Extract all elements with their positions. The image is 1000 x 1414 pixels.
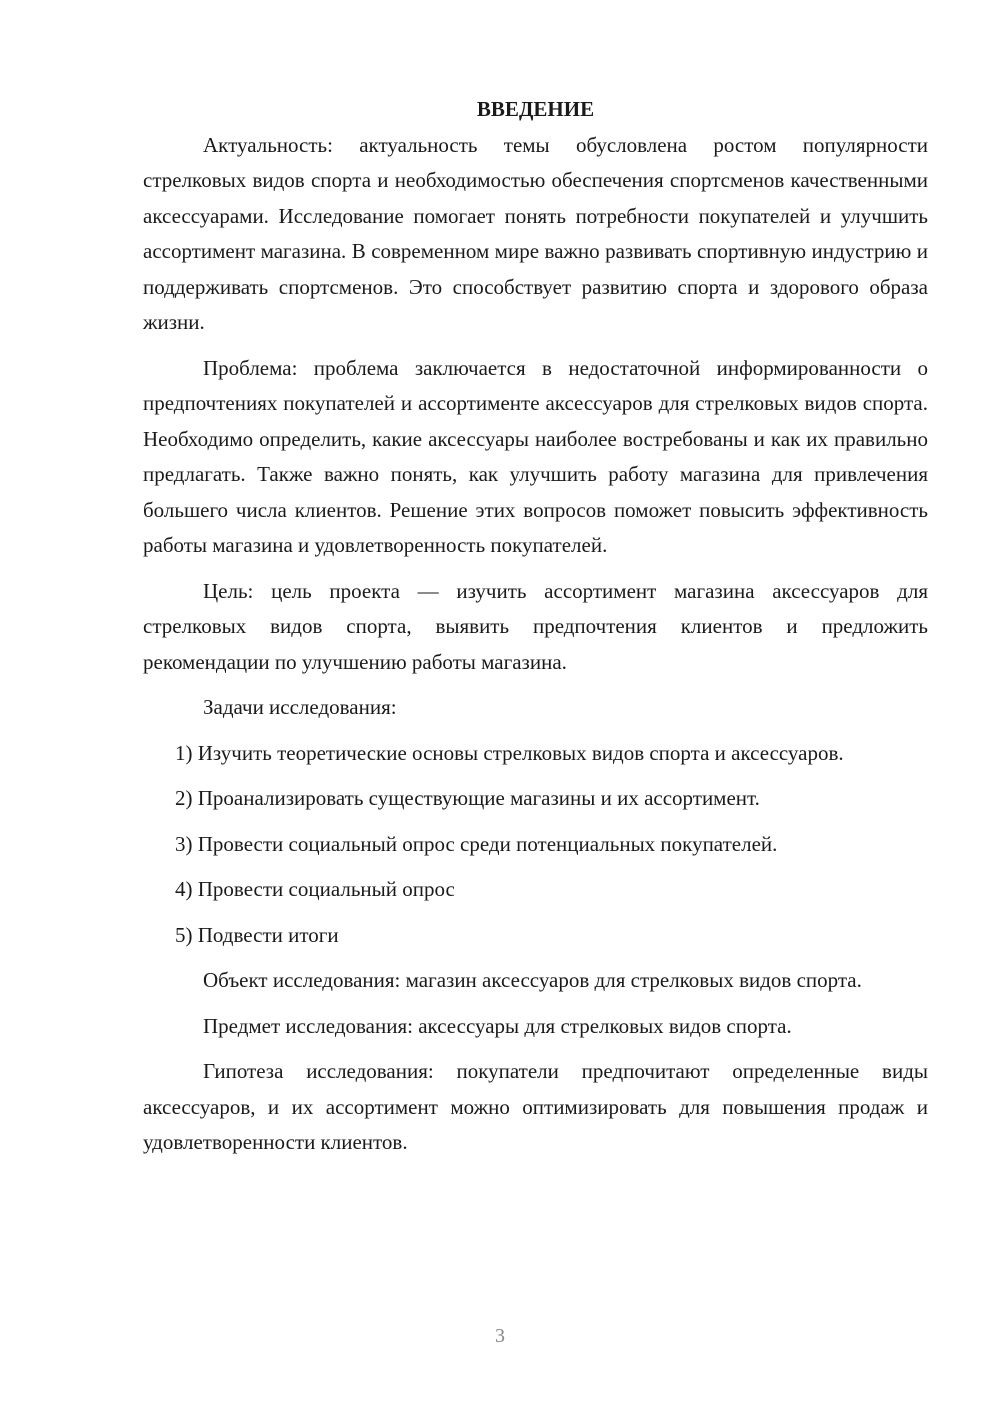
task-item-1: 1) Изучить теоретические основы стрелковых видов спорта и аксессуаров. <box>175 740 844 765</box>
task-item-3: 3) Провести социальный опрос среди потенциальных покупателей. <box>175 831 778 856</box>
page-title: ВВЕДЕНИЕ <box>476 97 595 121</box>
paragraph-hypothesis: Гипотеза исследования: покупатели предпочитают определенные виды аксессуаров, и их ассортимент можно оптимизировать для повышения продаж и удовлетворенности клиентов. <box>143 1059 928 1154</box>
paragraph-goal: Цель: цель проекта — изучить ассортимент магазина аксессуаров для стрелковых видов спорта, выявить предпочтения клиентов и предложить рекомендации по улучшению работы магазина. <box>143 578 928 674</box>
paragraph-subject: Предмет исследования: аксессуары для стрелковых видов спорта. <box>203 1013 792 1038</box>
page-content <box>143 92 928 1161</box>
task-item-4: 4) Провести социальный опрос <box>175 877 455 901</box>
task-item-2: 2) Проанализировать существующие магазины и их ассортимент. <box>175 786 760 810</box>
paragraph-problem: Проблема: проблема заключается в недостаточной информированности о предпочтениях покупателей и ассортименте аксессуаров для стрелковых видов спорта. Необходимо определить, какие аксессуары наиболее востребованы и как их правильно предлагать. Также важно понять, как улучшить работу магазина для привлечения большего числа клиентов. Решение этих вопросов поможет повысить эффективность работы магазина и удовлетворенность покупателей. <box>143 355 928 557</box>
paragraph-actuality: Актуальность: актуальность темы обусловлена ростом популярности стрелковых видов спорта и необходимостью обеспечения спортсменов качественными аксессуарами. Исследование помогает понять потребности покупателей и улучшить ассортимент магазина. В современном мире важно развивать спортивную индустрию и поддерживать спортсменов. Это способствует развитию спорта и здорового образа жизни. <box>143 132 928 334</box>
task-item-5: 5) Подвести итоги <box>175 922 339 947</box>
paragraph-object: Объект исследования: магазин аксессуаров для стрелковых видов спорта. <box>203 968 862 992</box>
page-number: 3 <box>495 1325 505 1347</box>
paragraph-tasks-heading: Задачи исследования: <box>203 695 397 719</box>
